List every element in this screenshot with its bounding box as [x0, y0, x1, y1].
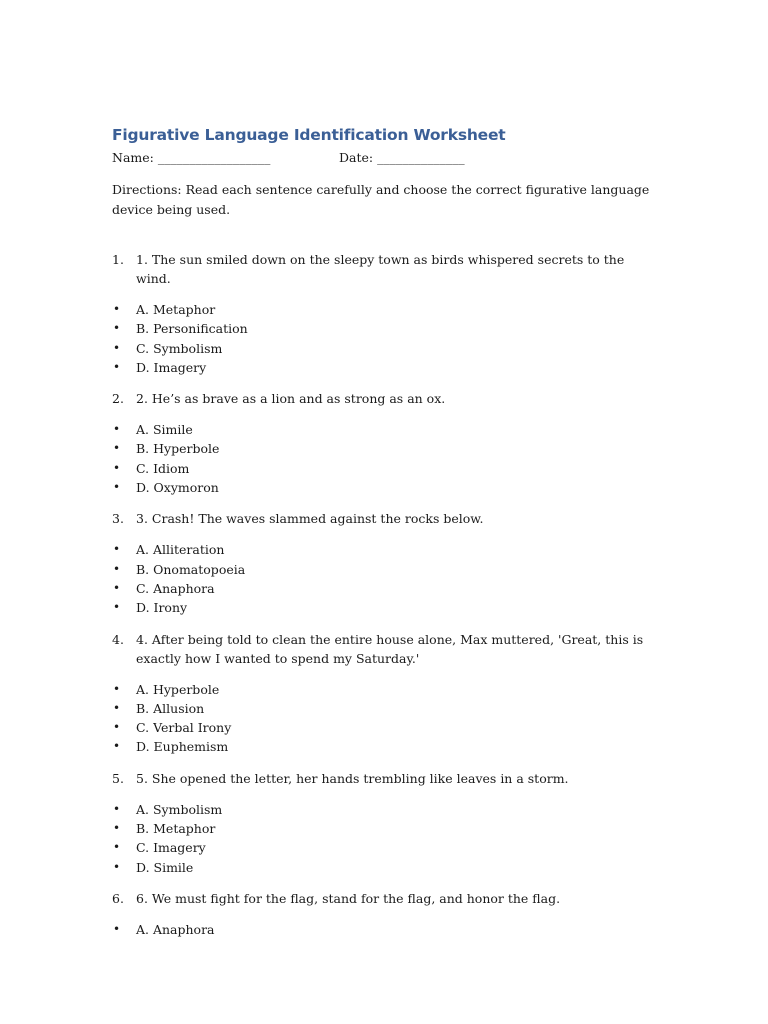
- bullet-icon: •: [113, 460, 121, 475]
- name-date-line: [112, 148, 657, 168]
- name-field: Name: __________________: [112, 150, 271, 165]
- question-text: 1. The sun smiled down on the sleepy town as birds whispered secrets to the wind.: [136, 252, 625, 286]
- option-text: D. Euphemism: [136, 739, 229, 755]
- option-item: [112, 420, 657, 439]
- bullet-icon: •: [113, 859, 121, 874]
- option-text: C. Symbolism: [136, 340, 223, 356]
- option-item: [112, 579, 657, 598]
- bullet-icon: •: [113, 801, 121, 816]
- option-text: D. Imagery: [136, 359, 207, 375]
- option-text: B. Personification: [136, 321, 248, 337]
- question-item: [112, 389, 657, 408]
- option-text: D. Simile: [136, 859, 194, 875]
- bullet-icon: •: [113, 600, 121, 615]
- option-item: [112, 819, 657, 838]
- bullet-icon: •: [113, 840, 121, 855]
- option-text: A. Anaphora: [136, 921, 215, 937]
- option-text: D. Oxymoron: [136, 480, 219, 496]
- bullet-icon: •: [113, 580, 121, 595]
- option-item: [112, 319, 657, 338]
- bullet-icon: •: [113, 340, 121, 355]
- option-list: [112, 680, 657, 757]
- option-item: [112, 737, 657, 756]
- option-text: B. Allusion: [136, 700, 205, 716]
- question-text: 4. After being told to clean the entire house alone, Max muttered, 'Great, this is exactly how I wanted to spend my Saturday.': [136, 631, 644, 666]
- option-list: [112, 800, 657, 877]
- option-item: [112, 920, 657, 939]
- option-item: [112, 560, 657, 579]
- question-item: [112, 250, 657, 288]
- bullet-icon: •: [113, 441, 121, 456]
- option-text: A. Alliteration: [136, 542, 225, 558]
- question-number: 2.: [112, 391, 124, 407]
- question-text: 3. Crash! The waves slammed against the rocks below.: [136, 511, 484, 527]
- option-list: [112, 920, 657, 939]
- option-text: C. Idiom: [136, 460, 190, 476]
- option-item: [112, 300, 657, 319]
- worksheet-page: [112, 125, 657, 951]
- bullet-icon: •: [113, 480, 121, 495]
- option-text: D. Irony: [136, 600, 188, 616]
- option-text: B. Onomatopoeia: [136, 561, 246, 577]
- option-text: A. Symbolism: [136, 801, 223, 817]
- option-item: [112, 540, 657, 559]
- bullet-icon: •: [113, 542, 121, 557]
- question-number: 3.: [112, 511, 124, 527]
- question-block-6: [112, 889, 657, 939]
- date-field: Date: ______________: [339, 150, 465, 165]
- question-block-2: [112, 389, 657, 497]
- option-text: A. Simile: [136, 422, 193, 438]
- question-item: [112, 889, 657, 908]
- question-block-4: [112, 630, 657, 757]
- question-text: 2. He’s as brave as a lion and as strong as an ox.: [136, 391, 446, 407]
- bullet-icon: •: [113, 739, 121, 754]
- option-list: [112, 300, 657, 377]
- question-number: 5.: [112, 770, 124, 786]
- question-item: [112, 630, 657, 668]
- option-item: [112, 838, 657, 857]
- question-item: [112, 769, 657, 788]
- question-block-1: [112, 250, 657, 377]
- option-item: [112, 358, 657, 377]
- question-text: 6. We must fight for the flag, stand for the flag, and honor the flag.: [136, 890, 561, 906]
- question-list: [112, 250, 657, 939]
- directions-text: Directions: Read each sentence carefully and choose the correct figurative language device being used.: [112, 182, 650, 217]
- bullet-icon: •: [113, 359, 121, 374]
- bullet-icon: •: [113, 681, 121, 696]
- option-text: B. Hyperbole: [136, 441, 220, 457]
- option-list: [112, 420, 657, 497]
- option-item: [112, 478, 657, 497]
- bullet-icon: •: [113, 321, 121, 336]
- option-item: [112, 680, 657, 699]
- question-number: 6.: [112, 890, 124, 906]
- option-item: [112, 800, 657, 819]
- bullet-icon: •: [113, 720, 121, 735]
- option-text: C. Imagery: [136, 840, 206, 856]
- option-text: C. Verbal Irony: [136, 720, 232, 736]
- option-item: [112, 699, 657, 718]
- bullet-icon: •: [113, 700, 121, 715]
- question-text: 5. She opened the letter, her hands trembling like leaves in a storm.: [136, 770, 569, 786]
- option-item: [112, 858, 657, 877]
- option-text: A. Metaphor: [136, 302, 216, 317]
- option-text: C. Anaphora: [136, 580, 215, 596]
- bullet-icon: •: [113, 821, 121, 836]
- question-number: 4.: [112, 631, 124, 647]
- worksheet-title: Figurative Language Identification Worksheet: [112, 126, 506, 144]
- option-text: A. Hyperbole: [136, 681, 220, 697]
- bullet-icon: •: [113, 302, 121, 316]
- option-item: [112, 339, 657, 358]
- question-number: 1.: [112, 252, 124, 267]
- option-item: [112, 459, 657, 478]
- option-item: [112, 439, 657, 458]
- bullet-icon: •: [113, 921, 121, 936]
- question-block-3: [112, 509, 657, 617]
- option-item: [112, 718, 657, 737]
- option-list: [112, 540, 657, 617]
- question-item: [112, 509, 657, 528]
- question-block-5: [112, 769, 657, 877]
- option-item: [112, 598, 657, 617]
- option-text: B. Metaphor: [136, 821, 216, 837]
- bullet-icon: •: [113, 561, 121, 576]
- bullet-icon: •: [113, 422, 121, 437]
